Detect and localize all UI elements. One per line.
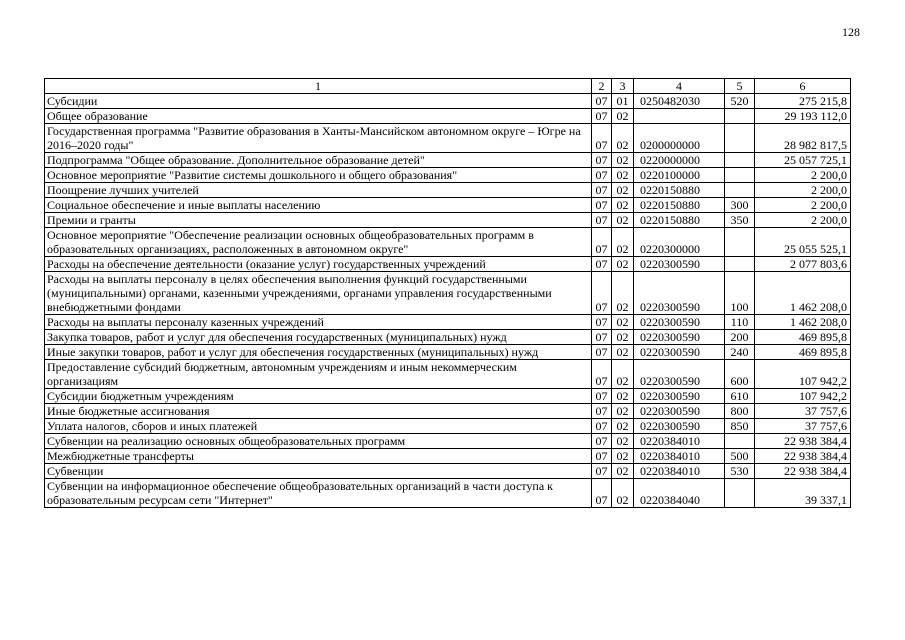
cell-name: Социальное обеспечение и иные выплаты населению	[45, 198, 592, 213]
cell-name: Расходы на выплаты персоналу казенных учреждений	[45, 315, 592, 330]
cell-target-item: 0220300590	[634, 272, 725, 315]
cell-name: Иные закупки товаров, работ и услуг для обеспечения государственных (муниципальных) нужд	[45, 345, 592, 360]
cell-section: 07	[592, 272, 612, 315]
cell-expense-type: 610	[725, 389, 755, 404]
cell-target-item	[634, 109, 725, 124]
cell-subsection: 02	[612, 389, 634, 404]
cell-name: Основное мероприятие "Развитие системы дошкольного и общего образования"	[45, 168, 592, 183]
cell-name: Уплата налогов, сборов и иных платежей	[45, 419, 592, 434]
cell-amount: 469 895,8	[755, 345, 851, 360]
cell-section: 07	[592, 449, 612, 464]
cell-expense-type: 200	[725, 330, 755, 345]
cell-section: 07	[592, 434, 612, 449]
cell-section: 07	[592, 228, 612, 257]
cell-amount: 1 462 208,0	[755, 272, 851, 315]
cell-target-item: 0220300590	[634, 404, 725, 419]
cell-subsection: 02	[612, 213, 634, 228]
budget-table	[44, 78, 851, 508]
cell-section: 07	[592, 479, 612, 508]
cell-section: 07	[592, 198, 612, 213]
column-header-expense-type: 5	[725, 79, 755, 94]
cell-name: Субвенции	[45, 464, 592, 479]
table-row	[45, 94, 851, 109]
cell-target-item: 0200000000	[634, 124, 725, 153]
table-row	[45, 419, 851, 434]
cell-subsection: 02	[612, 124, 634, 153]
cell-section: 07	[592, 419, 612, 434]
cell-target-item: 0220384010	[634, 434, 725, 449]
cell-section: 07	[592, 464, 612, 479]
cell-expense-type	[725, 257, 755, 272]
cell-name: Субсидии	[45, 94, 592, 109]
cell-name: Подпрограмма "Общее образование. Дополнительное образование детей"	[45, 153, 592, 168]
cell-amount: 37 757,6	[755, 404, 851, 419]
cell-subsection: 02	[612, 479, 634, 508]
table-header-row	[45, 79, 851, 94]
cell-section: 07	[592, 213, 612, 228]
table-row	[45, 464, 851, 479]
cell-expense-type	[725, 153, 755, 168]
cell-section: 07	[592, 389, 612, 404]
table-row	[45, 434, 851, 449]
table-row	[45, 315, 851, 330]
cell-name: Основное мероприятие "Обеспечение реализации основных общеобразовательных программ в образовательных организациях, расположенных в автономном округе"	[45, 228, 592, 257]
cell-section: 07	[592, 109, 612, 124]
table-row	[45, 345, 851, 360]
cell-name: Субвенции на реализацию основных общеобразовательных программ	[45, 434, 592, 449]
table-row	[45, 213, 851, 228]
cell-amount: 2 200,0	[755, 213, 851, 228]
column-header-section: 2	[592, 79, 612, 94]
cell-subsection: 02	[612, 464, 634, 479]
cell-subsection: 02	[612, 330, 634, 345]
cell-subsection: 02	[612, 168, 634, 183]
cell-section: 07	[592, 345, 612, 360]
table-row	[45, 109, 851, 124]
cell-target-item: 0220100000	[634, 168, 725, 183]
table-body	[45, 94, 851, 508]
cell-subsection: 02	[612, 153, 634, 168]
column-header-target-item: 4	[634, 79, 725, 94]
cell-subsection: 02	[612, 315, 634, 330]
cell-target-item: 0220300590	[634, 389, 725, 404]
table-row	[45, 272, 851, 315]
cell-name: Премии и гранты	[45, 213, 592, 228]
cell-target-item: 0220384010	[634, 449, 725, 464]
cell-expense-type: 110	[725, 315, 755, 330]
table-row	[45, 183, 851, 198]
cell-subsection: 02	[612, 257, 634, 272]
cell-name: Иные бюджетные ассигнования	[45, 404, 592, 419]
cell-expense-type: 530	[725, 464, 755, 479]
cell-expense-type	[725, 479, 755, 508]
cell-amount: 28 982 817,5	[755, 124, 851, 153]
cell-section: 07	[592, 330, 612, 345]
cell-section: 07	[592, 404, 612, 419]
cell-subsection: 02	[612, 419, 634, 434]
cell-amount: 2 200,0	[755, 168, 851, 183]
table-row	[45, 153, 851, 168]
column-header-name: 1	[45, 79, 592, 94]
cell-section: 07	[592, 153, 612, 168]
cell-target-item: 0220300590	[634, 330, 725, 345]
cell-expense-type: 100	[725, 272, 755, 315]
cell-expense-type	[725, 168, 755, 183]
cell-subsection: 02	[612, 183, 634, 198]
cell-target-item: 0220300590	[634, 257, 725, 272]
cell-target-item: 0220000000	[634, 153, 725, 168]
cell-amount: 2 077 803,6	[755, 257, 851, 272]
cell-name: Государственная программа "Развитие образования в Ханты-Мансийском автономном округе – Югре на 2016–2020 годы"	[45, 124, 592, 153]
cell-amount: 275 215,8	[755, 94, 851, 109]
cell-section: 07	[592, 183, 612, 198]
cell-expense-type: 240	[725, 345, 755, 360]
page-number: 128	[842, 25, 860, 39]
cell-target-item: 0250482030	[634, 94, 725, 109]
cell-expense-type	[725, 109, 755, 124]
cell-subsection: 02	[612, 345, 634, 360]
cell-target-item: 0220150880	[634, 213, 725, 228]
cell-expense-type: 520	[725, 94, 755, 109]
cell-section: 07	[592, 94, 612, 109]
cell-subsection: 02	[612, 449, 634, 464]
cell-target-item: 0220384040	[634, 479, 725, 508]
cell-name: Общее образование	[45, 109, 592, 124]
cell-name: Закупка товаров, работ и услуг для обеспечения государственных (муниципальных) нужд	[45, 330, 592, 345]
cell-expense-type	[725, 228, 755, 257]
cell-name: Расходы на обеспечение деятельности (оказание услуг) государственных учреждений	[45, 257, 592, 272]
cell-target-item: 0220150880	[634, 183, 725, 198]
cell-expense-type	[725, 124, 755, 153]
table-row	[45, 124, 851, 153]
cell-subsection: 02	[612, 272, 634, 315]
table-row	[45, 168, 851, 183]
table-row	[45, 330, 851, 345]
cell-expense-type: 850	[725, 419, 755, 434]
cell-amount: 22 938 384,4	[755, 449, 851, 464]
cell-subsection: 02	[612, 228, 634, 257]
cell-amount: 2 200,0	[755, 183, 851, 198]
cell-amount: 25 055 525,1	[755, 228, 851, 257]
cell-name: Предоставление субсидий бюджетным, автономным учреждениям и иным некоммерческим организациям	[45, 360, 592, 389]
cell-expense-type: 600	[725, 360, 755, 389]
cell-amount: 107 942,2	[755, 360, 851, 389]
cell-subsection: 02	[612, 404, 634, 419]
cell-section: 07	[592, 360, 612, 389]
cell-subsection: 01	[612, 94, 634, 109]
table-row	[45, 228, 851, 257]
cell-name: Межбюджетные трансферты	[45, 449, 592, 464]
cell-target-item: 0220150880	[634, 198, 725, 213]
cell-target-item: 0220300000	[634, 228, 725, 257]
cell-name: Субвенции на информационное обеспечение общеобразовательных организаций в части доступа к образовательным ресурсам сети "Интернет"	[45, 479, 592, 508]
cell-target-item: 0220300590	[634, 315, 725, 330]
cell-section: 07	[592, 257, 612, 272]
cell-expense-type: 350	[725, 213, 755, 228]
column-header-subsection: 3	[612, 79, 634, 94]
cell-subsection: 02	[612, 434, 634, 449]
table-row	[45, 449, 851, 464]
cell-expense-type: 800	[725, 404, 755, 419]
cell-expense-type	[725, 434, 755, 449]
cell-amount: 469 895,8	[755, 330, 851, 345]
table-row	[45, 389, 851, 404]
cell-subsection: 02	[612, 198, 634, 213]
cell-name: Субсидии бюджетным учреждениям	[45, 389, 592, 404]
cell-name: Поощрение лучших учителей	[45, 183, 592, 198]
table-row	[45, 198, 851, 213]
cell-subsection: 02	[612, 109, 634, 124]
cell-section: 07	[592, 168, 612, 183]
cell-target-item: 0220300590	[634, 419, 725, 434]
table-row	[45, 479, 851, 508]
table-row	[45, 257, 851, 272]
cell-target-item: 0220300590	[634, 360, 725, 389]
cell-amount: 2 200,0	[755, 198, 851, 213]
cell-amount: 107 942,2	[755, 389, 851, 404]
cell-expense-type: 500	[725, 449, 755, 464]
table-row	[45, 360, 851, 389]
cell-target-item: 0220300590	[634, 345, 725, 360]
cell-subsection: 02	[612, 360, 634, 389]
cell-target-item: 0220384010	[634, 464, 725, 479]
cell-expense-type	[725, 183, 755, 198]
cell-expense-type: 300	[725, 198, 755, 213]
cell-section: 07	[592, 124, 612, 153]
cell-name: Расходы на выплаты персоналу в целях обеспечения выполнения функций государственными (муниципальными) органами, казенными учреждениями, органами управления государственными внебюджетными фондами	[45, 272, 592, 315]
column-header-amount: 6	[755, 79, 851, 94]
cell-amount: 1 462 208,0	[755, 315, 851, 330]
cell-section: 07	[592, 315, 612, 330]
cell-amount: 37 757,6	[755, 419, 851, 434]
cell-amount: 25 057 725,1	[755, 153, 851, 168]
cell-amount: 22 938 384,4	[755, 464, 851, 479]
table-row	[45, 404, 851, 419]
cell-amount: 29 193 112,0	[755, 109, 851, 124]
cell-amount: 22 938 384,4	[755, 434, 851, 449]
cell-amount: 39 337,1	[755, 479, 851, 508]
